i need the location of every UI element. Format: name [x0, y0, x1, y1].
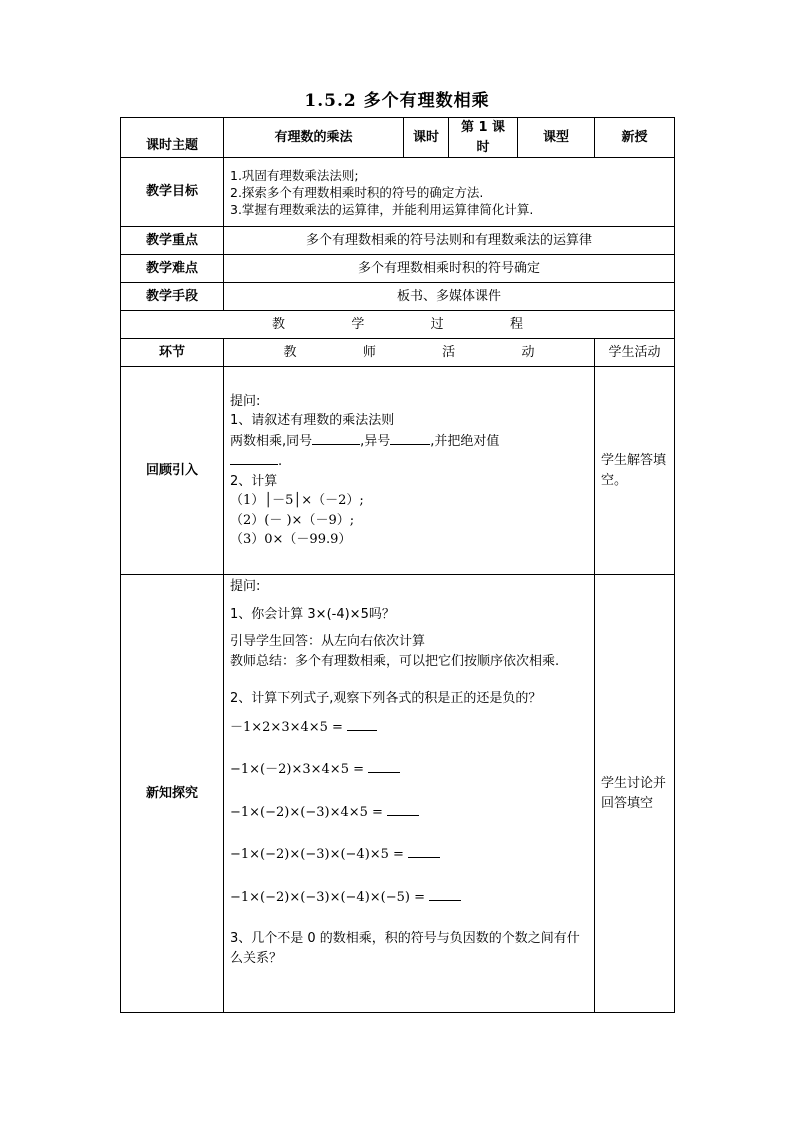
- period-value: 第 1 课时: [449, 118, 518, 158]
- explore-teacher-activity: [224, 575, 595, 1013]
- methods-row: [121, 283, 675, 311]
- key-points-label: 教学重点: [121, 227, 224, 255]
- review-rule-text: ,异号: [360, 433, 391, 449]
- fill-blank: [312, 431, 360, 445]
- key-points-value: 多个有理数相乘的符号法则和有理数乘法的运算律: [224, 227, 675, 255]
- review-row: [121, 367, 675, 575]
- header-row: [121, 118, 675, 158]
- methods-value: 板书、多媒体课件: [224, 283, 675, 311]
- review-calc-2: （2）(－ )×（－9）;: [230, 512, 355, 528]
- document-title: 1.5.2 多个有理数相乘: [304, 91, 490, 111]
- expression-text: −1×(−2)×(−3)×(−4)×5 =: [230, 847, 404, 862]
- type-value: 新授: [595, 118, 675, 158]
- expression-text: −1×(−2)×(−3)×4×5 =: [230, 804, 383, 820]
- teacher-header-char: 教: [283, 344, 297, 360]
- goal-item: 1.巩固有理数乘法法则;: [230, 167, 359, 183]
- expression-text: −1×(－2)×3×4×5 =: [230, 762, 364, 777]
- review-student-activity: 学生解答填空。: [595, 367, 675, 575]
- explore-guide: 引导学生回答：从左向右依次计算: [230, 634, 426, 649]
- lesson-plan-table: [120, 117, 675, 1013]
- fill-blank: [387, 802, 419, 816]
- fill-blank: [390, 431, 430, 445]
- fill-blank: [368, 759, 400, 773]
- explore-q1: 1、你会计算 3×(-4)×5吗？: [230, 606, 395, 622]
- topic-label: 课时主题: [121, 118, 224, 158]
- methods-label: 教学手段: [121, 283, 224, 311]
- goals-label: 教学目标: [121, 158, 224, 227]
- expression-text: −1×(−2)×(−3)×(−4)×(−5) =: [230, 889, 425, 905]
- goals-row: [121, 158, 675, 227]
- process-title-char: 程: [509, 316, 523, 332]
- expression-line: [230, 717, 588, 738]
- difficulties-label: 教学难点: [121, 255, 224, 283]
- goals-list: [224, 158, 675, 227]
- review-rule-text: ,并把绝对值: [430, 433, 500, 449]
- process-title-char: 过: [430, 316, 444, 332]
- teacher-header-char: 动: [521, 344, 535, 360]
- review-rule-line-2: [230, 451, 588, 472]
- fill-blank: [230, 451, 278, 465]
- process-title: [121, 311, 675, 339]
- explore-ask: 提问:: [230, 579, 261, 594]
- explore-stage: 新知探究: [121, 575, 224, 1013]
- expression-text: －1×2×3×4×5 =: [230, 719, 343, 735]
- stage-column-header: 环节: [121, 339, 224, 367]
- student-column-header: 学生活动: [595, 339, 675, 367]
- review-rule-text: .: [278, 454, 283, 469]
- goal-item: 3.掌握有理数乘法的运算律，并能利用运算律简化计算.: [230, 201, 534, 217]
- review-rule-text: 两数相乘,同号: [230, 433, 313, 449]
- expression-line: [230, 759, 588, 780]
- explore-q2: 2、计算下列式子,观察下列各式的积是正的还是负的？: [230, 691, 542, 706]
- fill-blank: [347, 717, 377, 731]
- expression-line: [230, 802, 588, 823]
- fill-blank: [429, 887, 461, 901]
- expression-line: [230, 844, 588, 865]
- review-rule-line: [230, 431, 588, 452]
- explore-row: [121, 575, 675, 1013]
- review-calc-1: （1）│－5│×（－2）;: [230, 493, 364, 508]
- process-title-char: 学: [351, 316, 365, 332]
- difficulties-row: [121, 255, 675, 283]
- goal-item: 2.探索多个有理数相乘时积的符号的确定方法.: [230, 184, 484, 200]
- key-points-row: [121, 227, 675, 255]
- explore-summary: 教师总结：多个有理数相乘，可以把它们按顺序依次相乘.: [230, 653, 560, 669]
- process-title-char: 教: [272, 316, 286, 332]
- teacher-header-char: 活: [442, 344, 456, 360]
- teacher-column-header: [224, 339, 595, 367]
- review-q1: 1、请叙述有理数的乘法法则: [230, 413, 395, 428]
- difficulties-value: 多个有理数相乘时积的符号确定: [224, 255, 675, 283]
- period-label: 课时: [404, 118, 449, 158]
- explore-student-activity: 学生讨论并回答填空: [595, 575, 675, 1013]
- review-teacher-activity: [224, 367, 595, 575]
- review-ask: 提问:: [230, 393, 261, 409]
- review-stage: 回顾引入: [121, 367, 224, 575]
- expression-line: [230, 887, 588, 908]
- teacher-header-char: 师: [362, 344, 376, 360]
- process-title-row: [121, 311, 675, 339]
- review-q2: 2、计算: [230, 473, 278, 489]
- type-label: 课型: [518, 118, 595, 158]
- fill-blank: [408, 844, 440, 858]
- review-calc-3: （3）0×（－99.9）: [230, 532, 352, 547]
- explore-q3: 3、几个不是 0 的数相乘，积的符号与负因数的个数之间有什么关系？: [230, 931, 580, 966]
- process-header-row: [121, 339, 675, 367]
- topic-value: 有理数的乘法: [224, 118, 404, 158]
